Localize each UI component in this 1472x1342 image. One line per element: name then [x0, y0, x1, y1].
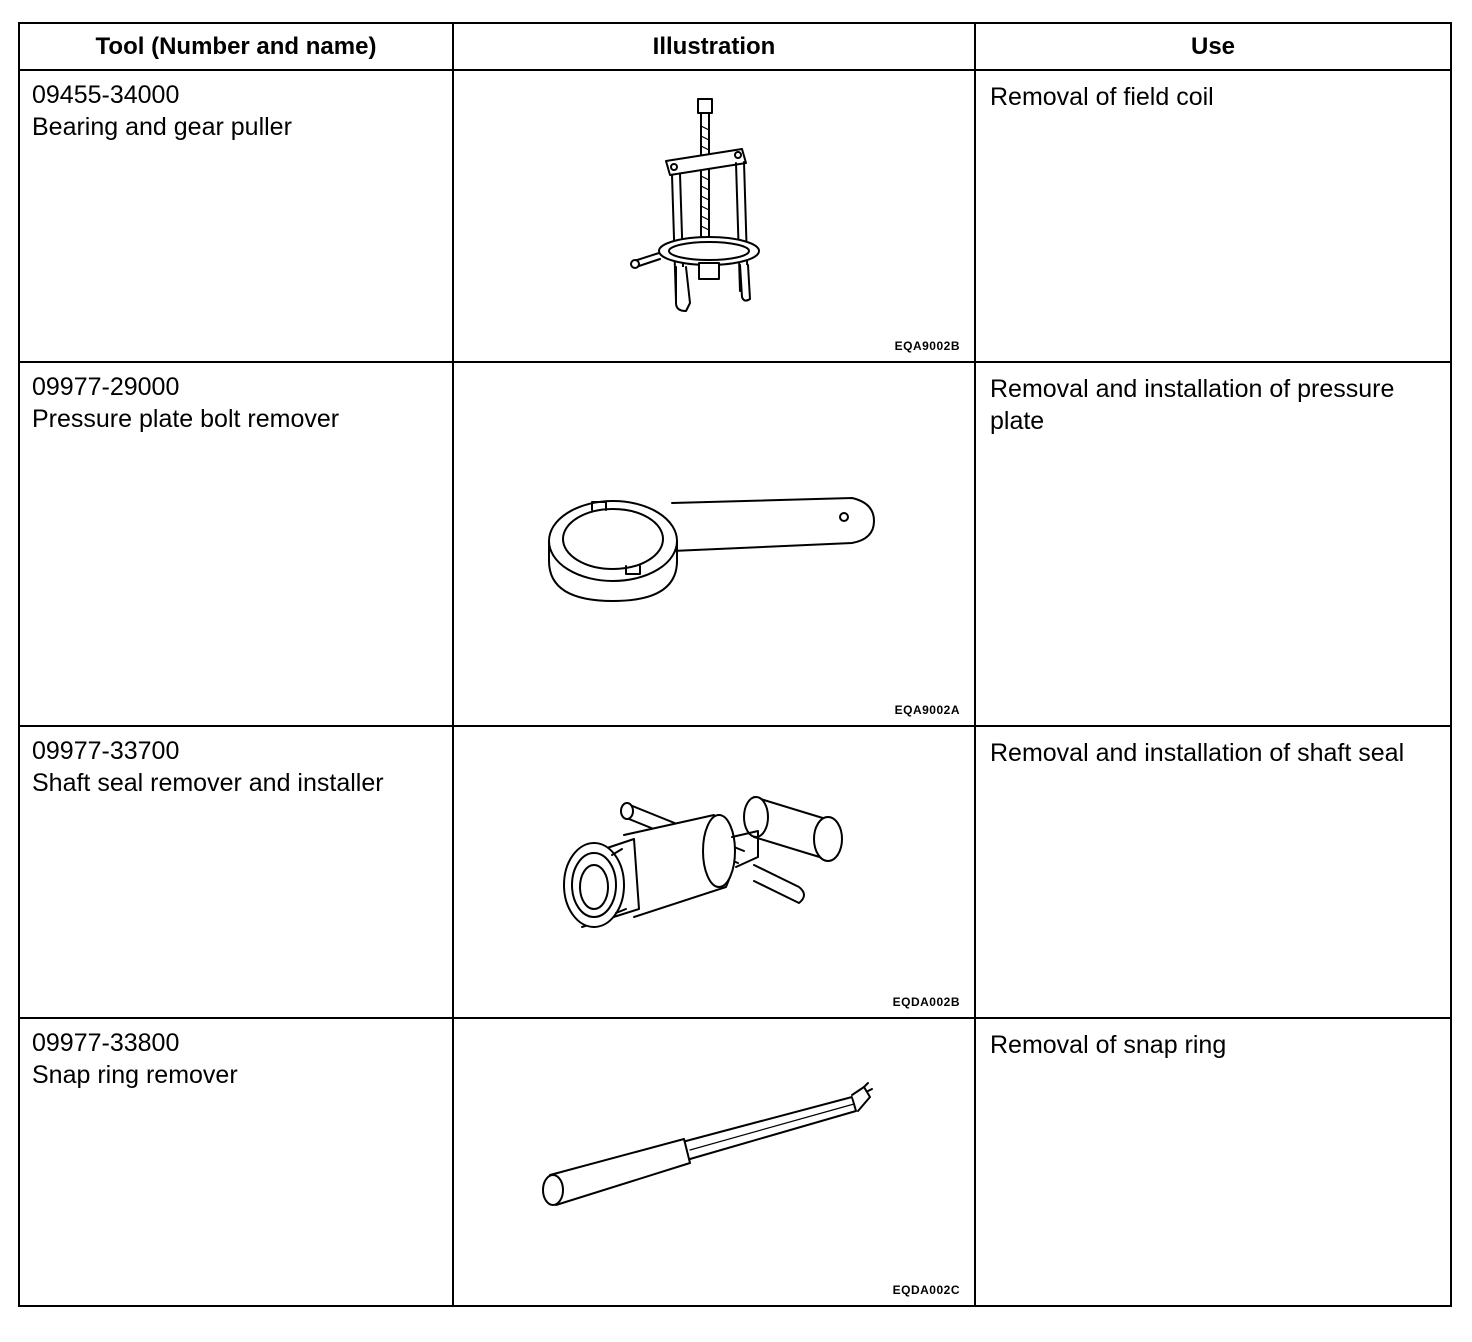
table-row	[19, 70, 1451, 362]
ring-spanner-wrench-icon	[454, 363, 976, 725]
tool-number: 09977-33700	[32, 737, 180, 765]
tool-number: 09455-34000	[32, 81, 180, 109]
use-cell	[975, 362, 1451, 726]
illustration-cell	[453, 362, 975, 726]
use-cell	[975, 70, 1451, 362]
table-row	[19, 726, 1451, 1018]
tool-cell	[19, 1018, 453, 1306]
use-text: Removal and installation of pressure plate	[990, 375, 1395, 435]
tool-name: Snap ring remover	[32, 1061, 238, 1089]
table-row	[19, 1018, 1451, 1306]
tool-number: 09977-33800	[32, 1029, 180, 1057]
header-row	[19, 23, 1451, 70]
tool-name: Pressure plate bolt remover	[32, 405, 340, 433]
tool-number: 09977-29000	[32, 373, 180, 401]
illustration-cell	[453, 70, 975, 362]
figure-code: EQA9002A	[894, 703, 960, 717]
illustration-cell	[453, 726, 975, 1018]
illustration-cell	[453, 1018, 975, 1306]
figure-code: EQA9002B	[894, 339, 960, 353]
bearing-gear-puller-icon	[454, 71, 976, 361]
figure-code: EQDA002B	[892, 995, 960, 1009]
use-cell	[975, 1018, 1451, 1306]
tool-cell	[19, 726, 453, 1018]
tool-name: Shaft seal remover and installer	[32, 769, 384, 797]
use-text: Removal of snap ring	[990, 1031, 1227, 1059]
special-tools-table	[18, 22, 1452, 1307]
snap-ring-remover-rod-icon	[454, 1019, 976, 1305]
header-use: Use	[975, 23, 1451, 70]
table-row	[19, 362, 1451, 726]
header-tool: Tool (Number and name)	[19, 23, 453, 70]
use-text: Removal of field coil	[990, 83, 1214, 111]
figure-code: EQDA002C	[892, 1283, 960, 1297]
tool-name: Bearing and gear puller	[32, 113, 292, 141]
tool-cell	[19, 362, 453, 726]
use-text: Removal and installation of shaft seal	[990, 739, 1405, 767]
shaft-seal-tool-icon	[454, 727, 976, 1017]
tool-cell	[19, 70, 453, 362]
header-illustration: Illustration	[453, 23, 975, 70]
use-cell	[975, 726, 1451, 1018]
